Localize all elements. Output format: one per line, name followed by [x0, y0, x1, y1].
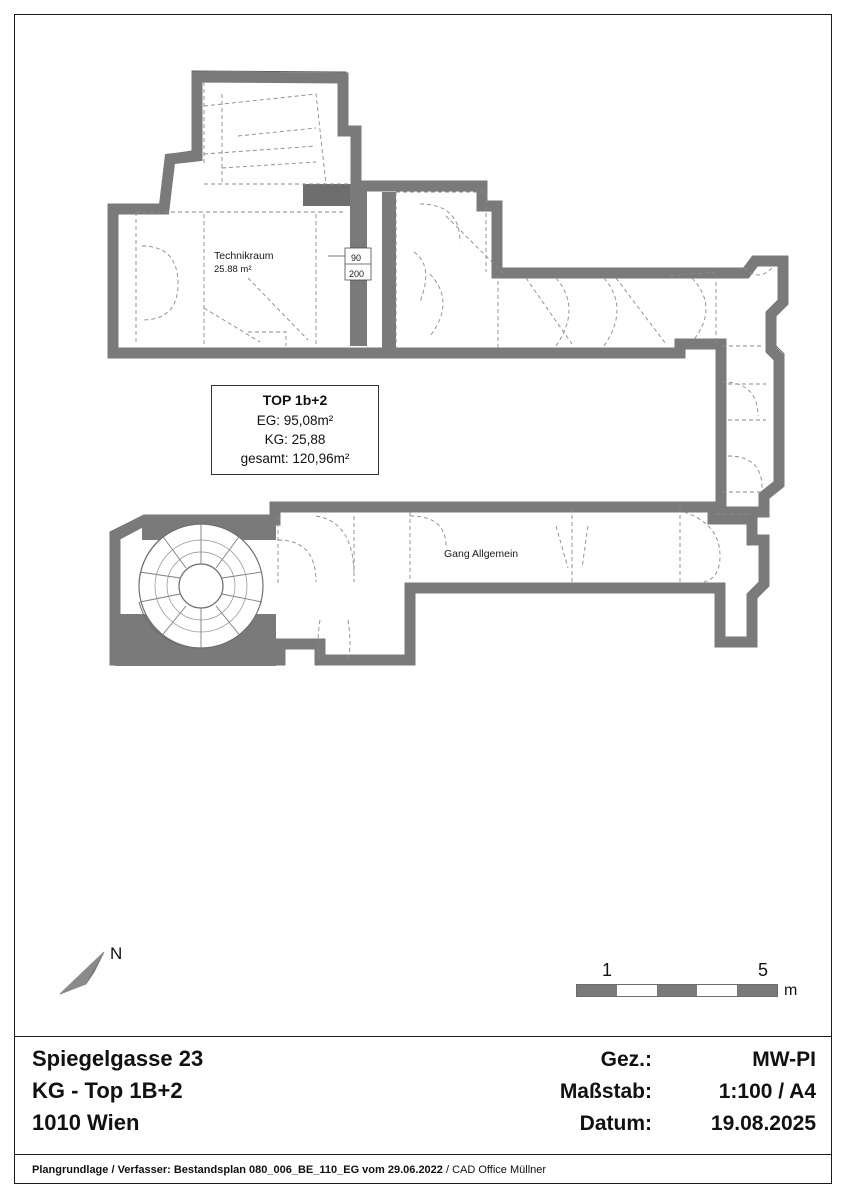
footer-author: / CAD Office Müllner — [445, 1163, 547, 1176]
unit-area-total: gesamt: 120,96m² — [240, 451, 350, 467]
north-arrow-glyph — [52, 948, 152, 1000]
scale-bar-numbers — [576, 960, 806, 982]
plan-svg — [16, 16, 830, 1016]
room-label-gang: Gang Allgemein — [444, 548, 519, 560]
title-block-row — [32, 1110, 816, 1142]
footer-source: Bestandsplan 080_006_BE_110_EG vom 29.06.2022 — [173, 1163, 443, 1176]
door-dimension-tag — [328, 248, 371, 280]
title-block-row — [32, 1046, 816, 1078]
door-width-value: 90 — [351, 253, 362, 263]
field-key-massstab: Maßstab: — [559, 1080, 652, 1103]
unit-title: TOP 1b+2 — [262, 392, 328, 408]
scale-bar-unit: m — [784, 982, 798, 999]
scale-bar-start: 1 — [602, 960, 613, 980]
title-block — [14, 1036, 832, 1184]
field-value-gez: MW-PI — [752, 1048, 816, 1071]
scale-bar-segment — [737, 985, 777, 996]
scale-bar-end: 5 — [758, 960, 769, 980]
upper-block-walls — [108, 71, 788, 516]
north-arrow — [52, 944, 152, 1000]
scale-bar-segment — [657, 985, 697, 996]
spiral-staircase — [139, 524, 263, 648]
title-block-row — [32, 1078, 816, 1110]
scale-bar-segment — [577, 985, 617, 996]
unit-area-kg: KG: 25,88 — [264, 432, 326, 448]
project-address-line2: KG - Top 1B+2 — [32, 1078, 183, 1103]
project-address-line3: 1010 Wien — [32, 1110, 140, 1135]
scale-bar — [576, 960, 806, 1008]
field-value-massstab: 1:100 / A4 — [718, 1080, 816, 1103]
room-area-technikraum: 25.88 m² — [214, 264, 252, 275]
scale-bar-segment — [617, 985, 657, 996]
room-label-technikraum: Technikraum — [214, 250, 274, 262]
unit-info-box — [211, 385, 379, 475]
project-address-line1: Spiegelgasse 23 — [32, 1046, 204, 1071]
field-key-gez: Gez.: — [600, 1048, 652, 1071]
title-block-main — [14, 1037, 832, 1152]
field-key-datum: Datum: — [579, 1112, 652, 1135]
field-value-datum: 19.08.2025 — [710, 1112, 816, 1135]
north-arrow-label: N — [110, 944, 123, 963]
unit-area-eg: EG: 95,08m² — [256, 412, 334, 428]
plan-drawing-area — [16, 16, 830, 1016]
scale-bar-graphic — [576, 984, 778, 997]
scale-bar-segment — [697, 985, 737, 996]
door-height-value: 200 — [349, 269, 365, 279]
footer-label: Plangrundlage / Verfasser: — [32, 1163, 171, 1176]
title-block-footer — [14, 1154, 832, 1184]
